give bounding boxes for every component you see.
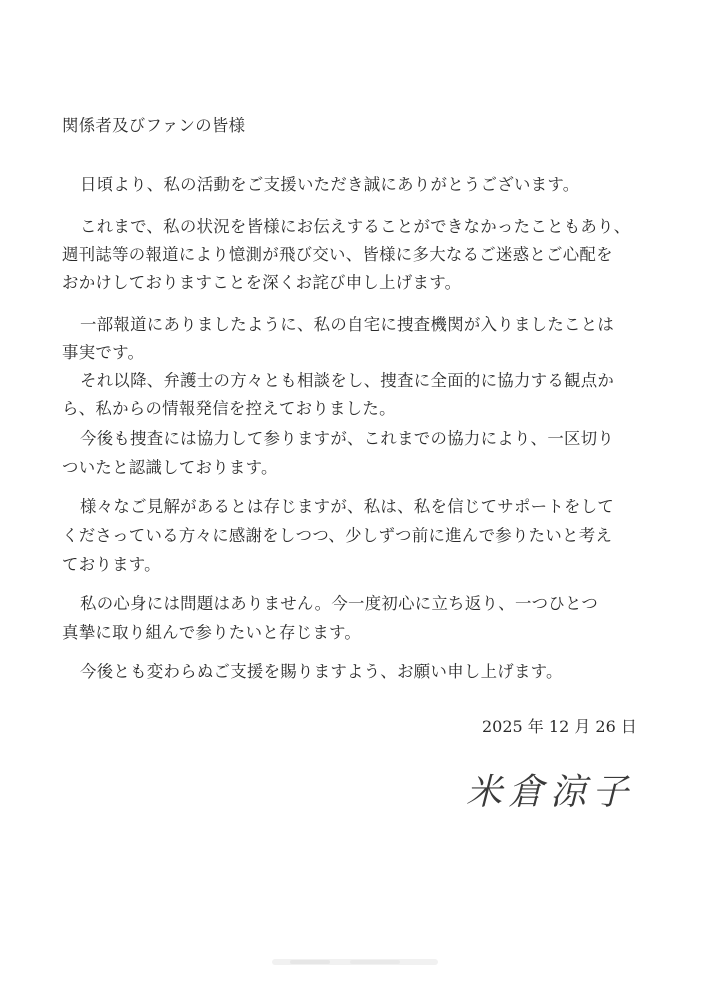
paragraph-line: 週刊誌等の報道により憶測が飛び交い、皆様に多大なるご迷惑とご心配を: [62, 245, 613, 264]
paragraph-line: くださっている方々に感謝をしつつ、少しずつ前に進んで参りたいと考え: [62, 526, 613, 545]
paragraph-line: 今後とも変わらぬご支援を賜りますよう、お願い申し上げます。: [80, 662, 563, 681]
paragraph-line: ついたと認識しております。: [62, 458, 278, 477]
paragraph-line: 様々なご見解があるとは存じますが、私は、私を信じてサポートをして: [80, 497, 615, 516]
paragraph-line: 真摯に取り組んで参りたいと存じます。: [62, 623, 362, 642]
paragraph-line: 日頃より、私の活動をご支援いただき誠にありがとうございます。: [80, 175, 580, 194]
paragraph-line: おかけしておりますことを深くお詫び申し上げます。: [62, 273, 462, 292]
paragraph-line: 一部報道にありましたように、私の自宅に捜査機関が入りましたことは: [80, 315, 615, 334]
handwritten-signature: [458, 758, 678, 830]
scan-smudge: [270, 955, 440, 969]
paragraph-line: ら、私からの情報発信を控えておりました。: [62, 399, 396, 418]
paragraph-line: 私の心身には問題はありません。今一度初心に立ち返り、一つひとつ: [80, 594, 599, 613]
paragraph-line: 今後も捜査には協力して参りますが、これまでの協力により、一区切り: [80, 429, 615, 448]
salutation: 関係者及びファンの皆様: [62, 116, 246, 135]
paragraph-line: 事実です。: [62, 343, 145, 362]
paragraph-line: これまで、私の状況を皆様にお伝えすることができなかったこともあり、: [80, 217, 631, 236]
paragraph-line: それ以降、弁護士の方々とも相談をし、捜査に全面的に協力する観点か: [80, 371, 615, 390]
signature-text: 米倉涼子: [466, 772, 635, 813]
letter-date: 2025 年 12 月 26 日: [482, 717, 637, 736]
paragraph-line: ております。: [62, 555, 161, 574]
